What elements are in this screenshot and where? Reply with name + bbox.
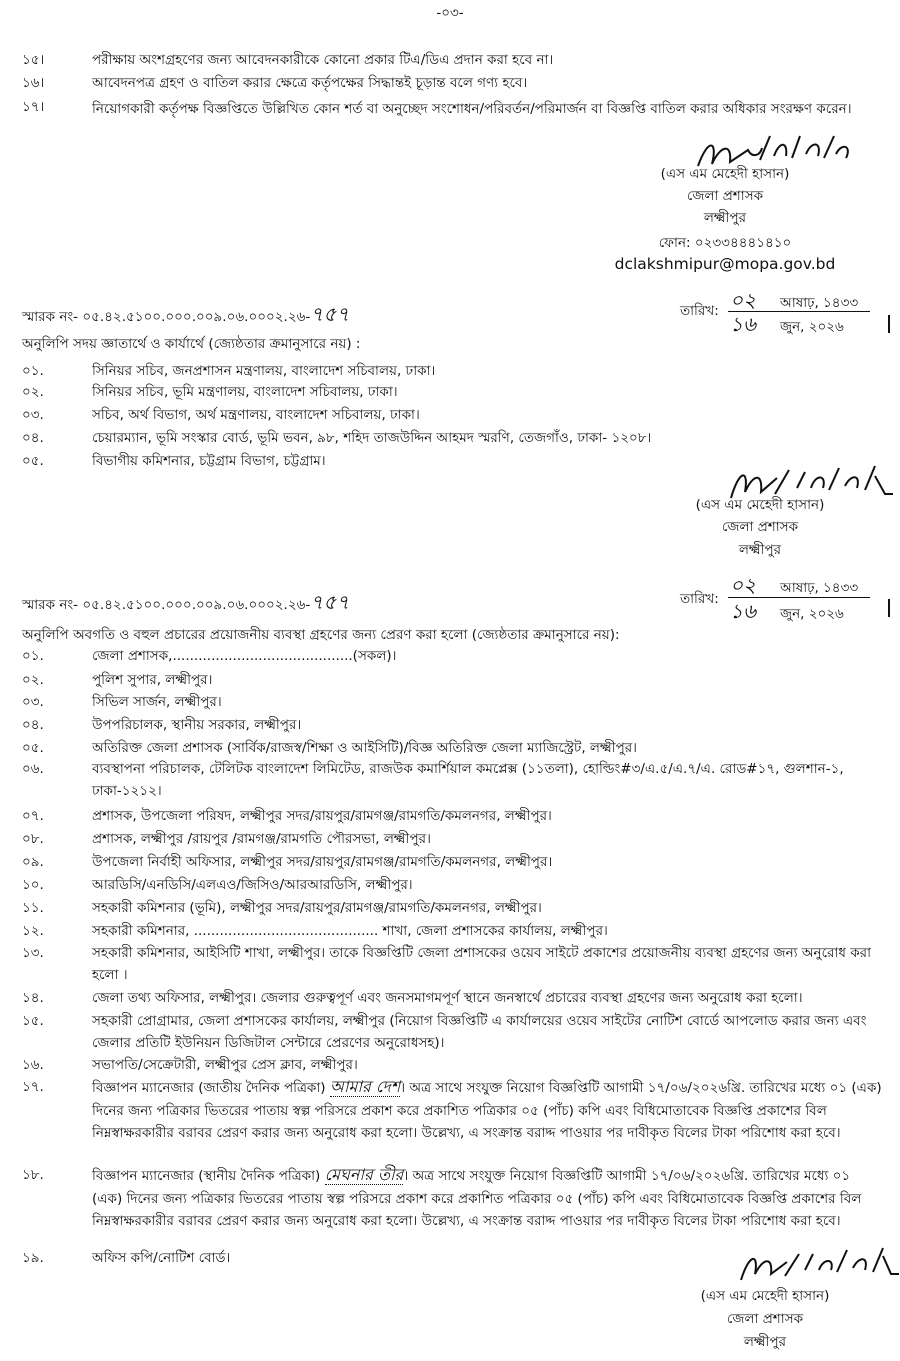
memo-ref-text: স্মারক নং- ০৫.৪২.৫১০০.০০০.০০৯.০৬.০০০২.২৬-: [22, 597, 311, 613]
list-item-text: বিজ্ঞাপন ম্যানেজার (স্থানীয় দৈনিক পত্রিকা) মেঘনার তীর। অত্র সাথে সংযুক্ত নিয়োগ বিজ্ঞপ্তিটি আগামী ১৭/০৬/২০২৬খ্রি. তারিখের মধ্যে ০১ (এক) দিনের জন্য পত্রিকার ভিতরের পাতায় স্বল্প পরিসরে প্রকাশ করে প্রকাশিত পত্রিকার ০৫ (পাঁচ) কপি এবং বিধিমোতাবেক বিজ্ঞপ্তি প্রকাশের বিল নিম্নস্বাক্ষরকারীর বরাবর প্রেরণ করার জন্য অনুরোধ করা হলো। উল্লেখ্য, এ সংক্রান্ত বরাদ্দ পাওয়ার পর দাবীকৃত বিলের টাকা পরিশোধ করা হবে।: [92, 1165, 862, 1229]
list-item: ০৯. উপজেলা নির্বাহী অফিসার, লক্ষ্মীপুর সদর/রায়পুর/রামগঞ্জ/রামগতি/কমলনগর, লক্ষ্মীপুর।: [22, 854, 553, 870]
date-gregorian: জুন, ২০২৬: [780, 319, 844, 335]
list-item: ০৪. চেয়ারম্যান, ভূমি সংস্কার বোর্ড, ভূমি ভবন, ৯৮, শহিদ তাজউদ্দিন আহমদ স্মরণি, তেজগাঁও, ঢাকা- ১২০৮।: [22, 430, 652, 446]
list-item: ১০. আরডিসি/এনডিসি/এলএও/জিসিও/আরআরডিসি, লক্ষ্মীপুর।: [22, 877, 413, 893]
list-item: ০৩. সিভিল সার্জন, লক্ষ্মীপুর।: [22, 694, 222, 710]
list-item: ১৭. বিজ্ঞাপন ম্যানেজার (জাতীয় দৈনিক পত্রিকা) আমার দেশ। অত্র সাথে সংযুক্ত নিয়োগ বিজ্ঞপ্তিটি আগামী ১৭/০৬/২০২৬খ্রি. তারিখের মধ্যে ০১ (এক) দিনের জন্য পত্রিকার ভিতরের পাতায় স্বল্প পরিসরে প্রকাশ করে প্রকাশিত পত্রিকার ০৫ (পাঁচ) কপি এবং বিধিমোতাবেক বিজ্ঞপ্তি প্রকাশের বিল নিম্নস্বাক্ষরকারীর বরাবর প্রেরণ করার জন্য অনুরোধ করা হলো। উল্লেখ্য, এ সংক্রান্ত বরাদ্দ পাওয়ার পর দাবীকৃত বিলের টাকা পরিশোধ করা হবে।: [22, 1076, 882, 1145]
date-gregorian: জুন, ২০২৬: [780, 606, 844, 622]
signatory-district: লক্ষ্মীপুর: [743, 1334, 787, 1350]
clause-text: আবেদনপত্র গ্রহণ ও বাতিল করার ক্ষেত্রে কর্তৃপক্ষের সিদ্ধান্তই চূড়ান্ত বলে গণ্য হবে।: [92, 75, 528, 91]
signatory-district: লক্ষ্মীপুর: [703, 210, 747, 226]
list-item: ০৪. উপপরিচালক, স্থানীয় সরকার, লক্ষ্মীপুর।: [22, 717, 302, 733]
date-bangla: আষাঢ়, ১৪৩৩: [780, 295, 859, 311]
list-item: ০২. সিনিয়র সচিব, ভূমি মন্ত্রণালয়, বাংলাদেশ সচিবালয়, ঢাকা।: [22, 384, 398, 400]
list-item: ১৩. সহকারী কমিশনার, আইসিটি শাখা, লক্ষ্মীপুর। তাকে বিজ্ঞপ্তিটি জেলা প্রশাসকের ওয়েব সাইটে প্রকাশের প্রয়োজনীয় ব্যবস্থা গ্রহণের জন্য অনুরোধ করা হলো ।: [22, 945, 871, 983]
list-item: ১৬. সভাপতি/সেক্রেটারী, লক্ষ্মীপুর প্রেস ক্লাব, লক্ষ্মীপুর।: [22, 1057, 358, 1073]
date-gregorian-row: [730, 312, 844, 339]
clause-number: ১৫।: [22, 52, 45, 68]
signatory-email: dclakshmipur@mopa.gov.bd: [614, 255, 836, 273]
list-item: ০৩. সচিব, অর্থ বিভাগ, অর্থ মন্ত্রণালয়, বাংলাদেশ সচিবালয়, ঢাকা।: [22, 407, 420, 423]
memo-ref-handwritten: ৭৫৭: [310, 590, 350, 614]
list-item: ১১. সহকারী কমিশনার (ভূমি), লক্ষ্মীপুর সদর/রায়পুর/রামগঞ্জ/রামগতি/কমলনগর, লক্ষ্মীপুর।: [22, 900, 542, 916]
clause-item: [22, 73, 882, 93]
date-divider: [728, 597, 870, 598]
margin-mark: [888, 315, 890, 333]
signatory-title: জেলা প্রশাসক: [721, 519, 799, 535]
list-item: ১৪. জেলা তথ্য অফিসার, লক্ষ্মীপুর। জেলার গুরুত্বপূর্ণ এবং জনসমাগমপূর্ণ স্থানে জনস্বার্থে প্রচারের ব্যবস্থা গ্রহণের জন্য অনুরোধ করা হলো।: [22, 990, 803, 1006]
page-number: -০৩-: [436, 5, 464, 21]
handwritten-signature: [735, 1240, 900, 1290]
clause-text: পরীক্ষায় অংশগ্রহণের জন্য আবেদনকারীকে কোনো প্রকার টিএ/ডিএ প্রদান করা হবে না।: [92, 52, 554, 68]
date-handwritten: ০২: [730, 573, 757, 597]
list-item: ০৫. অতিরিক্ত জেলা প্রশাসক (সার্বিক/রাজস্ব/শিক্ষা ও আইসিটি)/বিজ্ঞ অতিরিক্ত জেলা ম্যাজিস্ট্রেট, লক্ষ্মীপুর।: [22, 740, 637, 756]
clause-item: [22, 50, 882, 70]
list-item: ০৬. ব্যবস্থাপনা পরিচালক, টেলিটক বাংলাদেশ লিমিটেড, রাজউক কমার্শিয়াল কমপ্লেক্স (১১তলা), হোল্ডিং#৩/এ.৫/এ.৭/এ. রোড#১৭, গুলশান-১, ঢাকা-১২১২।: [22, 761, 844, 799]
clause-item: [22, 97, 882, 121]
list-item: ১৮. বিজ্ঞাপন ম্যানেজার (স্থানীয় দৈনিক পত্রিকা) মেঘনার তীর। অত্র সাথে সংযুক্ত নিয়োগ বিজ্ঞপ্তিটি আগামী ১৭/০৬/২০২৬খ্রি. তারিখের মধ্যে ০১ (এক) দিনের জন্য পত্রিকার ভিতরের পাতায় স্বল্প পরিসরে প্রকাশ করে প্রকাশিত পত্রিকার ০৫ (পাঁচ) কপি এবং বিধিমোতাবেক বিজ্ঞপ্তি প্রকাশের বিল নিম্নস্বাক্ষরকারীর বরাবর প্রেরণ করার জন্য অনুরোধ করা হলো। উল্লেখ্য, এ সংক্রান্ত বরাদ্দ পাওয়ার পর দাবীকৃত বিলের টাকা পরিশোধ করা হবে।: [22, 1164, 882, 1233]
handwritten-newspaper-name: মেঘনার তীর: [324, 1165, 404, 1184]
signatory-title: জেলা প্রশাসক: [726, 1311, 804, 1327]
date-label: তারিখ:: [680, 591, 719, 607]
memo-reference-2: [22, 588, 349, 621]
list-item: ০১. জেলা প্রশাসক,..........................................(সকল)।: [22, 648, 397, 664]
signatory-name: (এস এম মেহেদী হাসান): [700, 1288, 830, 1304]
clause-number: ১৭।: [22, 99, 45, 115]
list-item: ০৮. প্রশাসক, লক্ষ্মীপুর /রায়পুর /রামগঞ্জ/রামগতি পৌরসভা, লক্ষ্মীপুর।: [22, 831, 431, 847]
memo-ref-handwritten: ৭৫৭: [310, 302, 350, 326]
memo-ref-text: স্মারক নং- ০৫.৪২.৫১০০.০০০.০০৯.০৬.০০০২.২৬-: [22, 309, 311, 325]
list-item: ০৫. বিভাগীয় কমিশনার, চট্টগ্রাম বিভাগ, চট্টগ্রাম।: [22, 453, 326, 469]
signatory-name: (এস এম মেহেদী হাসান): [695, 497, 825, 513]
list-item: ০৭. প্রশাসক, উপজেলা পরিষদ, লক্ষ্মীপুর সদর/রায়পুর/রামগঞ্জ/রামগতি/কমলনগর, লক্ষ্মীপুর।: [22, 808, 552, 824]
copy-intro-2: অনুলিপি অবগতি ও বহুল প্রচারের প্রয়োজনীয় ব্যবস্থা গ্রহণের জন্য প্রেরণ করা হলো (জ্যেষ্ঠতার ক্রমানুসারে নয়):: [22, 627, 620, 643]
date-gregorian-row: [730, 599, 844, 626]
margin-mark: [888, 599, 890, 617]
date-bangla: আষাঢ়, ১৪৩৩: [780, 580, 859, 596]
copy-intro-1: অনুলিপি সদয় জ্ঞাতার্থে ও কার্যার্থে (জ্যেষ্ঠতার ক্রমানুসারে নয়) :: [22, 336, 361, 352]
date-handwritten: ১৬: [730, 312, 756, 336]
signatory-district: লক্ষ্মীপুর: [738, 542, 782, 558]
date-handwritten: ০২: [730, 288, 757, 312]
list-item-text: বিজ্ঞাপন ম্যানেজার (জাতীয় দৈনিক পত্রিকা) আমার দেশ। অত্র সাথে সংযুক্ত নিয়োগ বিজ্ঞপ্তিটি আগামী ১৭/০৬/২০২৬খ্রি. তারিখের মধ্যে ০১ (এক) দিনের জন্য পত্রিকার ভিতরের পাতায় স্বল্প পরিসরে প্রকাশ করে প্রকাশিত পত্রিকার ০৫ (পাঁচ) কপি এবং বিধিমোতাবেক বিজ্ঞপ্তি প্রকাশের বিল নিম্নস্বাক্ষরকারীর বরাবর প্রেরণ করার জন্য অনুরোধ করা হলো। উল্লেখ্য, এ সংক্রান্ত বরাদ্দ পাওয়ার পর দাবীকৃত বিলের টাকা পরিশোধ করা হবে।: [92, 1077, 882, 1141]
date-handwritten: ১৬: [730, 599, 756, 623]
list-item: ১৫. সহকারী প্রোগ্রামার, জেলা প্রশাসকের কার্যালয়, লক্ষ্মীপুর (নিয়োগ বিজ্ঞপ্তিটি এ কার্যালয়ের ওয়েব সাইটের নোটিশ বোর্ডে আপলোড করার জন্য এবং জেলার প্রতিটি ইউনিয়ন ডিজিটাল সেন্টারে প্রেরণের অনুরোধসহ)।: [22, 1013, 867, 1051]
memo-reference-1: [22, 300, 349, 333]
handwritten-newspaper-name: আমার দেশ: [329, 1077, 401, 1096]
list-item: ০২. পুলিশ সুপার, লক্ষ্মীপুর।: [22, 672, 213, 688]
list-item: ১২. সহকারী কমিশনার, ........................................... শাখা, জেলা প্রশাসকের কার্যালয়, লক্ষ্মীপুর।: [22, 923, 608, 939]
signatory-title: জেলা প্রশাসক: [686, 188, 764, 204]
signatory-name: (এস এম মেহেদী হাসান): [660, 166, 790, 182]
date-bangla-row: [730, 573, 858, 600]
list-item: ১৯. অফিস কপি/নোটিশ বোর্ড।: [22, 1250, 231, 1266]
signatory-phone: ফোন: ০২৩৩৪৪৪১৪১০: [658, 235, 792, 251]
clause-number: ১৬।: [22, 75, 45, 91]
clause-text: নিয়োগকারী কর্তৃপক্ষ বিজ্ঞপ্তিতে উল্লিখিত কোন শর্ত বা অনুচ্ছেদ সংশোধন/পরিবর্তন/পরিমার্জন বা বিজ্ঞপ্তি বাতিল করার অধিকার সংরক্ষণ করেন।: [92, 101, 852, 117]
list-item: ০১. সিনিয়র সচিব, জনপ্রশাসন মন্ত্রণালয়, বাংলাদেশ সচিবালয়, ঢাকা।: [22, 363, 436, 379]
date-label: তারিখ:: [680, 303, 719, 319]
